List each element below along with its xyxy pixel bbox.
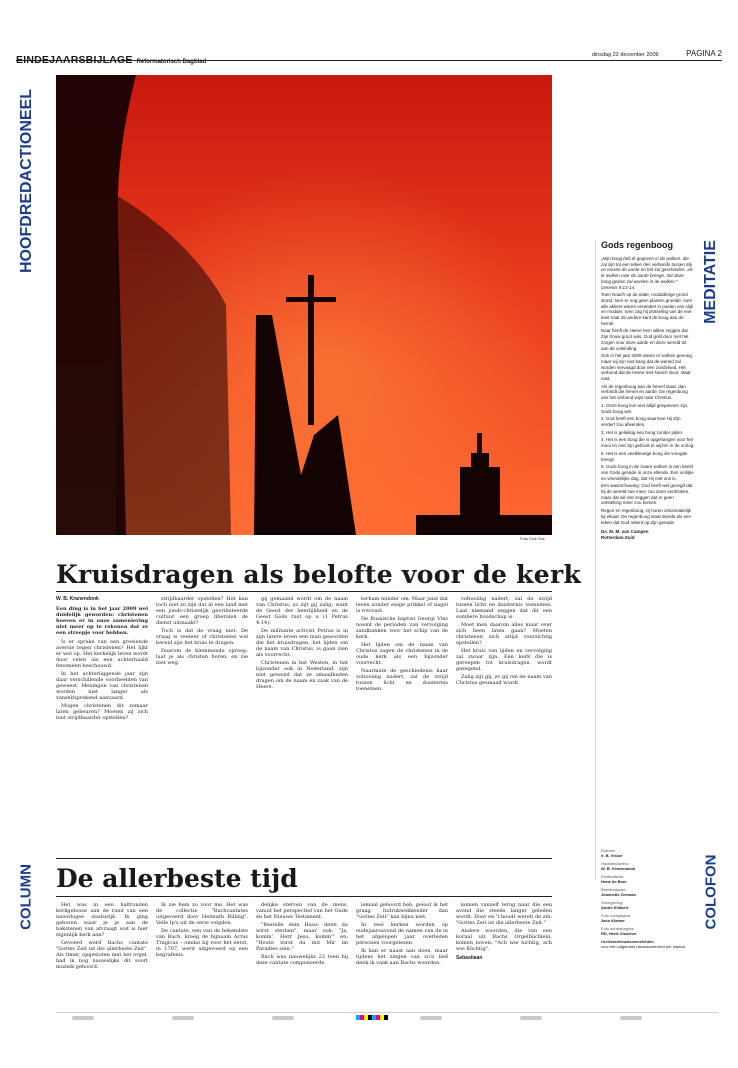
article-column-1 xyxy=(56,596,148,856)
article-column-4 xyxy=(356,596,448,856)
article-paragraph: Christenen in het Westen, in het bijzonder ook in Nederland, zijn niet gewend dat ze smaadheden dragen om de naam en zaak van de Heere. xyxy=(256,660,348,690)
meditatie-panel xyxy=(595,240,695,880)
meditatie-author: Ds. M. M. van Campen xyxy=(601,529,649,535)
meditatie-paragraph: 4. Het is een boog die is opgehangen voor het mooi en met zijn gebruik te wijzen in de oorlog. xyxy=(601,437,695,449)
colofon-entry: Eindredactie: Henk de Boer xyxy=(601,874,627,884)
column-paragraph: Het was in een halfronden kerkgebouw aan de rand van een naoorlogse stadswijk. Ik ging geboren waar je je aan de bakstenen van afvraagt wat is hier eigenlijk kerk aan? xyxy=(56,902,148,938)
article-paragraph: strijdbaarder opstellen? Het kan toch niet zo zijn dat in een land met een joods-christelijk georiënteerde cultuur een groep liberalen de dienst uitmaakt? xyxy=(156,596,248,626)
section-label-colofon: COLOFON xyxy=(702,854,720,930)
colofon-entry: Vormgeving: André Klikkert xyxy=(601,900,629,910)
article-paragraph: In het achterliggende jaar zijn daar verschillende voorbeelden van geweest. Meningen van christenen worden niet langer als vanzelfsprekend aanvaard. xyxy=(56,671,148,701)
colofon-entry: Beeldredactie: Jeannette Zeeman xyxy=(601,887,636,897)
column-paragraph: Andere woorden, die van een koraal uit Bachs Orgelbüchlein, komen boven: "Ach wie nichtig, ach wie flüchtig". xyxy=(456,928,552,952)
meditatie-title: Gods regenboog xyxy=(601,240,673,250)
colofon-rss-link[interactable]: rd.nl/rss/nieuwsoverzichten xyxy=(601,939,654,944)
photo-credit: Foto Dick Vos xyxy=(520,536,545,541)
colofon-entry: Foto achterpagina: RD, Henk Visscher xyxy=(601,926,637,936)
page-header-left xyxy=(16,48,206,67)
column-col-4 xyxy=(356,902,448,1008)
meditatie-verse: „Mijn boog heb Ik gegeven in de wolken, die zal zijn tot een teken des verbonds tussen Mij en tussen de aarde en het zal geschieden, als Ik wolken over de aarde brenge, dat deze boog gezien zal worden in de wolken." Genesis 9:13-14. xyxy=(601,256,693,290)
colofon-entry: Foto voorpagina: Jaco Klamer xyxy=(601,913,632,923)
meditatie-paragraph: 2. God heeft een boog waarmee Hij Zijn verderf zou afwenden. xyxy=(601,416,681,427)
article-column-3 xyxy=(256,596,348,856)
column-top-divider xyxy=(56,858,552,859)
article-column-5 xyxy=(456,596,552,856)
section-label-meditatie: MEDITATIE xyxy=(702,240,719,324)
page-mark xyxy=(72,1016,94,1020)
page-bottom-rule xyxy=(56,1012,718,1013)
meditatie-signature xyxy=(601,529,695,541)
column-paragraph: Bach was nauwelijks 22 toen hij deze cantate componeerde. xyxy=(256,954,348,966)
meditatie-paragraph: Een waarschuwing: God heeft wel gezegd dat hij de wereld niet meer zou doen verdrinken, maar dat wil niet zeggen dat er geen ontsteking meer zou komen. xyxy=(601,483,693,506)
column-headline: De allerbeste tijd xyxy=(56,864,298,893)
column-paragraph: lemaal gehoord heb, geloof ik het graag. Indrukwekkender dan "Gottes Zeit" kan bijna niet. xyxy=(356,902,448,920)
page-mark xyxy=(272,1016,294,1020)
header-divider xyxy=(16,60,722,61)
column-paragraph: Gevoerd werd Bachs cantate "Gottes Zeit ist die allerbeste Zeit". Als timer, opgesloten met het orgel, had ik nog nauwelijks dit soort muziek gehoord. xyxy=(56,940,148,970)
colofon-panel xyxy=(601,848,695,978)
column-signature: Sebastiaan xyxy=(456,955,483,961)
article-paragraph: Daarom de klemmende oproep: laat je als christen horen, en zie niet weg. xyxy=(156,648,248,666)
meditatie-paragraph: Als de regenboog aan de hemel staat, dan verbindt die hemel en aarde. De regenboog van het verbond wijst naar Christus. xyxy=(601,383,688,401)
column-paragraph: Ik zie hem zo voor me. Het was de collectie "Bachcantates uitgevoerd door Helmuth Rilling". Velle lp's uit de serie volgden. xyxy=(156,902,248,926)
article-paragraph: Het kruis van lijden en vervolging zal zwaar zijn. Een kerk die is geroepen tot kruisdragen, wordt gezegend. xyxy=(456,648,552,672)
meditatie-paragraph: 6. Gods boog in de zware wolken is een beeld van Gods genade in onze ellende. Een vrolijke en vriendelijke dag, dat Hij met ons is. xyxy=(601,464,694,481)
colofon-footer xyxy=(601,939,695,949)
meditatie-paragraph: 5. Het is een veelkleurige boog die vreugde brengt. xyxy=(601,450,688,462)
article-paragraph: Is er sprake van een groeiende aversie tegen christenen? Het lijkt er wel op. Het kerkelijk leven wordt door velen als een achterhaald fenomeen beschouwd. xyxy=(56,639,148,669)
colofon-entry: Hoofdredacteur: W. B. Kranendonk xyxy=(601,861,636,871)
column-paragraph: "Bestelle dein Haus: denn du wirst sterben", maar ook: "Ja, komm', Herr Jesu, komm'" en: "Heute wirst du mit Mir im Paradies sein." xyxy=(256,922,348,952)
meditatie-body xyxy=(601,256,695,525)
print-color-bar xyxy=(356,1015,388,1020)
page-label: PAGINA xyxy=(686,49,716,58)
headline-divider xyxy=(56,591,552,592)
column-col-1 xyxy=(56,902,148,1008)
article-paragraph: Naarmate de geschiedenis haar voltooiing nadert, zal de strijd tussen licht en duisternis toenemen. xyxy=(356,668,448,692)
meditatie-paragraph: Daar heeft de Heere hem willen zeggen dat Zijn trouw groot was. God gold door met het zorgen voor deze aarde en deze wereld tot aan de voleinding. xyxy=(601,328,689,351)
colofon-rss-note: voor een uitgebreid nieuwsoverzicht per maand xyxy=(601,944,686,949)
page-mark xyxy=(620,1016,642,1020)
article-paragraph: De militante activist Petrus is in zijn latere leven een man geworden die het kruisdragen, het lijden om de naam van Christus, is gaan zien als voorrecht. xyxy=(256,628,348,658)
meditatie-paragraph: 1. Onze boog kun niet altijd gespannen zijn, Gods boog wel. xyxy=(601,402,689,414)
page-mark xyxy=(520,1016,542,1020)
newspaper-name: Reformatorisch Dagblad xyxy=(136,59,207,65)
page-mark xyxy=(420,1016,442,1020)
article-author: W. B. Kranendonk xyxy=(56,596,99,602)
meditatie-paragraph: Ook in het jaar 2009 waren er wolken genoeg, maar wij zijn niet bang dat de wereld zal worden vervaagd door een zondvloed. Het verbond dat de Heere met Noach sloot, staat vast. xyxy=(601,353,694,382)
article-column-2 xyxy=(156,596,248,856)
issue-date: dinsdag 22 december 2009 xyxy=(591,52,659,58)
article-paragraph: terham minder om. Maar juist dat leven zonder enige prikkel of nagel is rotsvast. xyxy=(356,596,448,614)
article-paragraph: De Russische baptist Georgi Vins noemt de perioden van vervolging zandbanken voor het schip van de kerk. xyxy=(356,616,448,640)
page-number: 2 xyxy=(717,49,722,58)
column-headline-divider xyxy=(56,896,552,897)
article-paragraph: Mogen christenen dit zomaar laten gebeuren? Moeten zij zich niet strijdbaarder opstellen? xyxy=(56,703,148,721)
article-paragraph: gij gemaand wordt om de naam van Christus, zo zijt gij zalig; want de Geest der heerlijkheid en de Geest Gods rust op u (1 Petrus 4:14). xyxy=(256,596,348,626)
meditatie-location: Rotterdam-Zuid xyxy=(601,535,635,541)
column-col-5 xyxy=(456,902,552,1008)
page-mark xyxy=(172,1016,194,1020)
column-paragraph: delijke sterven van de mens, vanuit het perspectief van het Oude én het Nieuwe Testament. xyxy=(256,902,348,920)
column-col-2 xyxy=(156,902,248,1008)
column-col-3 xyxy=(256,902,348,1008)
supplement-title: EINDEJAARSBIJLAGE xyxy=(16,54,133,66)
article-headline: Kruisdragen als belofte voor de kerk xyxy=(56,560,582,589)
article-paragraph: Zalig zijt gij, zo gij om de naam van Christus gesmaad wordt. xyxy=(456,674,552,686)
article-paragraph: Moet men daarom alles maar over zich heen laten gaan? Moeten christenen zich altijd voorzichtig opstellen? xyxy=(456,622,552,646)
meditatie-paragraph: Regen en regenboog, zij horen onlosmakelijk bij elkaar. De regenboog staat steeds als een teken dat God rekent op Zijn genade. xyxy=(601,508,692,525)
column-paragraph: In veel kerken worden op oudejaarsavond de namen van de in het afgelopen jaar overleden personen voorgelezen. xyxy=(356,922,448,946)
meditatie-paragraph: Toen Noach op de natte, moddderige grond stond, toen er nog geen planten groeide, toen alle akkers waren verandert in poelen van slijk en modder, toen zag hij plotseling van de ene kant naar de andere kant de boog aan de hemel. xyxy=(601,292,694,326)
cross-sunset-photo xyxy=(56,75,552,535)
column-paragraph: Ik kan er naast aan doen, maar tijdens het zingen van zo'n lied denk ik vaak aan Bachs woorden. xyxy=(356,948,448,966)
article-lead: Een ding is in het jaar 2009 wel duidelijk geworden: christenen hoeven er in onze samenleving niet meer op te rekenen dat ze een streepje voor hebben. xyxy=(56,606,148,636)
meditatie-paragraph: 3. Het is gelukkig een boog zonder pijlen. xyxy=(601,429,684,435)
column-paragraph: komen vanzelf terug naar die een avond die steeds langer geleden wordt. Door en 't houdt werelt de zin: "Gottes Zeit ist die allerbeste Zeit." xyxy=(456,902,552,926)
article-paragraph: voltooiing nadert, zal de strijd tussen licht en duisternis toenemen. Laat niemand zeggen dat dit een sombere boodschap is. xyxy=(456,596,552,620)
article-paragraph: Het lijden om de naam van Christus zagen de christenen in de oude kerk als een bijzonder voorrecht. xyxy=(356,642,448,666)
section-label-hoofdredactioneel: HOOFDREDACTIONEEL xyxy=(18,89,35,273)
colofon-entry: Directie: ir. B. Visser xyxy=(601,848,623,858)
section-label-column: COLUMN xyxy=(17,864,35,930)
article-paragraph: Toch is dat de vraag niet. De vraag is veeleer of christenen wel bereid zijn het kruis te dragen. xyxy=(156,628,248,646)
column-paragraph: De cantate, een van de bekendste van Bach, kreeg de bijnaam Actus Tragicus – omdat hij voor het eerst, in 1707, werd uitgevoerd op een begrafenis. xyxy=(156,928,248,958)
page-header-right xyxy=(592,49,722,58)
